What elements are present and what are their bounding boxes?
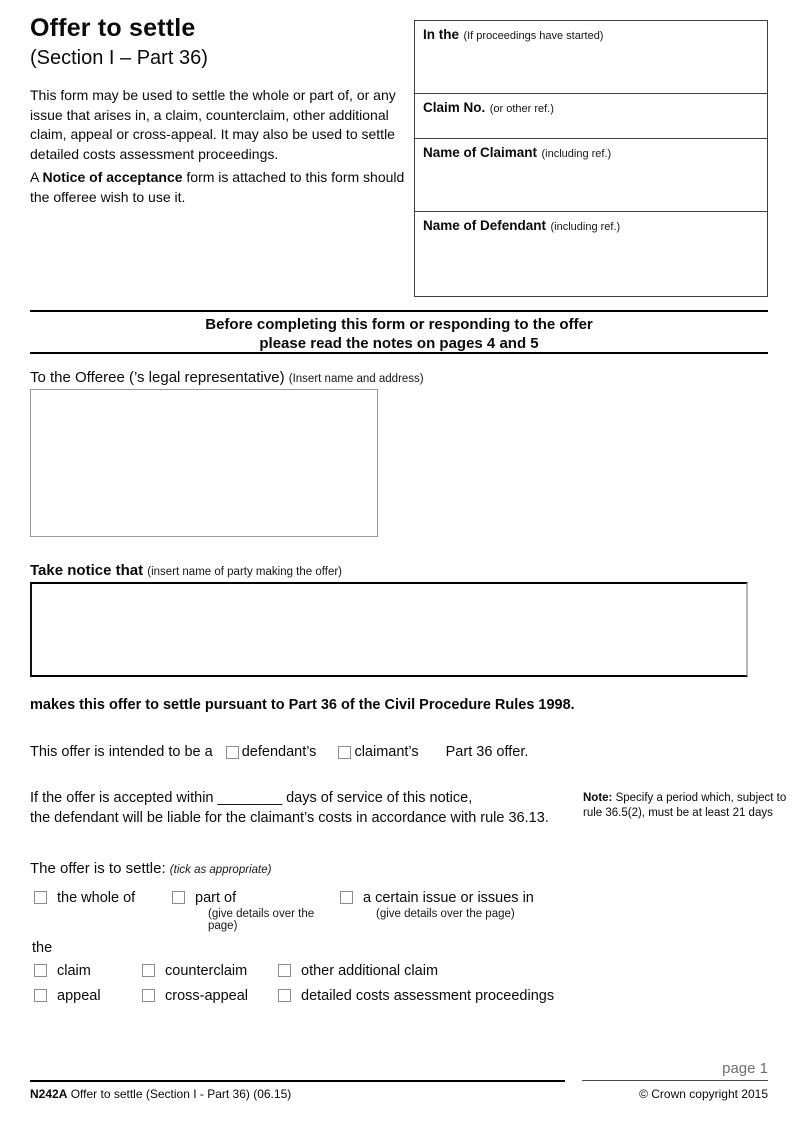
take-notice-label [30,562,342,579]
claim-no-label: Claim No. [423,100,486,115]
intended-row [30,744,528,760]
offeree-address-field[interactable] [30,389,378,537]
footer-copyright: © Crown copyright 2015 [639,1087,768,1101]
checkbox-counterclaim[interactable] [142,964,155,977]
defendant-name-hint: (including ref.) [550,221,621,233]
footer-form-reference [30,1087,291,1101]
intended-prefix: This offer is intended to be a [30,744,213,760]
acceptance-line1-before: If the offer is accepted within [30,790,218,806]
certain-issue-sub-hint: (give details over the page) [376,908,515,920]
scope-label-text: The offer is to settle: [30,860,166,877]
page-title: Offer to settle [30,14,196,42]
whole-of-label: the whole of [57,890,136,906]
notice-banner-line1: Before completing this form or responding to the offer [205,316,593,333]
take-notice-hint: (insert name of party making the offer) [147,566,343,578]
detailed-costs-label: detailed costs assessment proceedings [301,988,555,1004]
claimant-name-section [415,138,767,211]
target-detailed-costs [278,988,554,1004]
claimant-name-label: Name of Claimant [423,145,538,160]
checkbox-whole-of[interactable] [34,891,47,904]
checkbox-other-additional-claim[interactable] [278,964,291,977]
other-additional-claim-label: other additional claim [301,963,439,979]
intro-paragraph-2-suffix: form is attached to this form should the offeree wish to use it. [30,169,405,205]
divider-rule-bottom [30,352,768,354]
in-the-hint: (If proceedings have started) [463,30,604,42]
claim-no-section [415,93,767,138]
note-block [583,791,787,821]
form-description: Offer to settle (Section I - Part 36) (06.15) [67,1087,292,1101]
claim-no-field[interactable] [415,116,767,138]
footer-rule-left [30,1080,565,1082]
defendant-name-section [415,211,767,290]
divider-rule-top [30,310,768,312]
scope-option-part [172,890,340,932]
in-the-section [415,21,767,93]
claimants-offer-label: claimant’s [354,744,419,760]
note-bold: Note: [583,792,613,804]
claim-label: claim [57,963,91,979]
acceptance-block [30,789,549,828]
take-notice-label-text: Take notice that [30,562,144,579]
checkbox-appeal[interactable] [34,989,47,1002]
target-other-additional-claim [278,963,438,979]
intended-suffix: Part 36 offer. [445,744,529,760]
case-details-box [414,20,768,297]
targets-row-1 [34,963,438,979]
makes-offer-line: makes this offer to settle pursuant to Part 36 of the Civil Procedure Rules 1998. [30,697,575,713]
scope-label [30,860,271,877]
claim-no-hint: (or other ref.) [489,103,554,115]
acceptance-line1 [30,789,549,809]
part-of-label: part of [195,890,237,906]
claimant-name-field[interactable] [415,161,767,211]
offeree-hint: (Insert name and address) [288,373,424,385]
target-claim [34,963,142,979]
checkbox-claim[interactable] [34,964,47,977]
target-counterclaim [142,963,278,979]
certain-issue-label: a certain issue or issues in [363,890,534,906]
checkbox-certain-issue[interactable] [340,891,353,904]
defendants-offer-label: defendant’s [241,744,317,760]
note-line2: rule 36.5(2), must be at least 21 days [583,807,773,819]
target-appeal [34,988,142,1004]
offeree-label-text: To the Offeree (’s legal representative) [30,369,285,386]
note-line1-text: Specify a period which, subject to [612,792,787,804]
form-id: N242A [30,1087,68,1101]
cross-appeal-label: cross-appeal [165,988,249,1004]
counterclaim-label: counterclaim [165,963,248,979]
note-line1 [583,791,787,806]
intro-paragraph-1: This form may be used to settle the whole or part of, or any issue that arises in, a claim, counterclaim, other additional claim, appeal or cross-appeal. It may also be used to settle detailed costs assessment proceedings. [30,87,396,162]
days-blank-field[interactable]: ________ [217,790,283,806]
offeree-label [30,369,424,386]
footer-rule-right [582,1080,768,1081]
notice-of-acceptance-bold: Notice of acceptance [42,169,183,185]
target-cross-appeal [142,988,278,1004]
checkbox-part-of[interactable] [172,891,185,904]
checkbox-defendants-offer[interactable] [226,746,239,759]
intro-paragraph-2-prefix: A [30,169,43,185]
in-the-label: In the [423,27,459,42]
page-subtitle: (Section I – Part 36) [30,47,208,69]
notice-banner-line2: please read the notes on pages 4 and 5 [259,335,539,352]
checkbox-cross-appeal[interactable] [142,989,155,1002]
part-of-sub-hint: (give details over the page) [208,908,315,932]
acceptance-line1-after: days of service of this notice, [282,790,473,806]
offeror-name-field[interactable] [30,582,748,677]
the-word: the [32,940,53,956]
claimant-name-hint: (including ref.) [541,148,612,160]
scope-options-row [34,890,534,932]
appeal-label: appeal [57,988,101,1004]
targets-row-2 [34,988,554,1004]
scope-option-issue [340,890,534,932]
acceptance-line2: the defendant will be liable for the claimant’s costs in accordance with rule 36.13. [30,809,549,826]
defendant-name-label: Name of Defendant [423,218,547,233]
scope-hint: (tick as appropriate) [169,864,272,876]
intro-paragraph-2 [30,168,410,207]
checkbox-detailed-costs[interactable] [278,989,291,1002]
in-the-field[interactable] [415,43,767,93]
page-number: page 1 [722,1060,768,1077]
checkbox-claimants-offer[interactable] [338,746,351,759]
scope-option-whole [34,890,172,932]
defendant-name-field[interactable] [415,234,767,290]
